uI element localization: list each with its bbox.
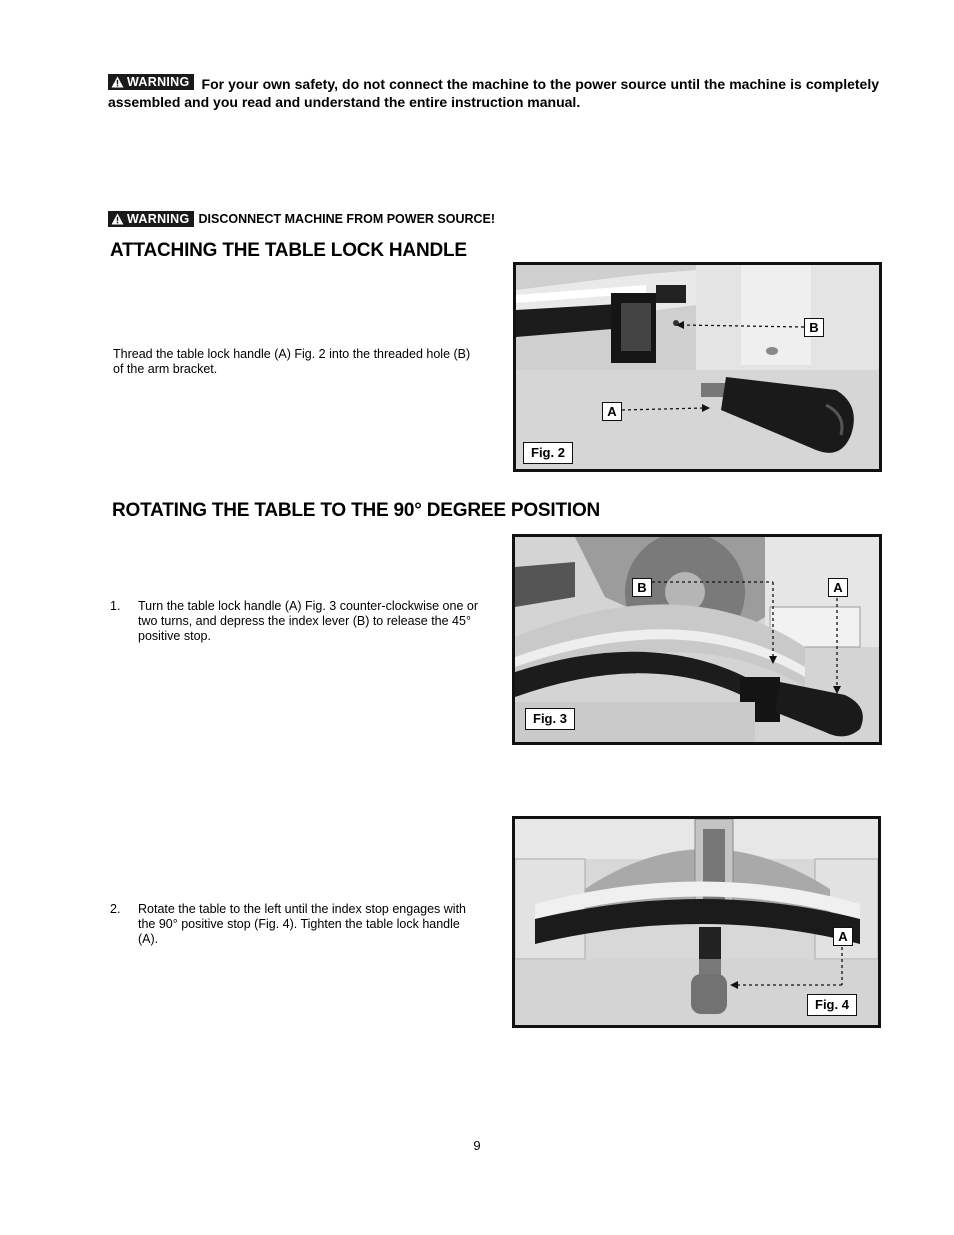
safety-warning-text: For your own safety, do not connect the machine to the power source until the machine is completely assembled and you read and understand the entire instruction manual. — [108, 76, 879, 110]
figure-2 — [513, 262, 882, 472]
section-heading-rotating-table: ROTATING THE TABLE TO THE 90° DEGREE POSITION — [112, 500, 601, 521]
disconnect-warning — [108, 211, 495, 227]
step-2 — [110, 902, 478, 947]
step-1 — [110, 599, 478, 644]
figure-4-label-a: A — [833, 927, 853, 946]
figure-3-label-b: B — [632, 578, 652, 597]
warning-badge — [108, 74, 194, 90]
safety-warning-paragraph — [108, 74, 879, 111]
figure-2-caption: Fig. 2 — [523, 442, 573, 464]
step-1-text: Turn the table lock handle (A) Fig. 3 counter-clockwise one or two turns, and depress the index lever (B) to release the 45° positive stop. — [138, 599, 478, 643]
figure-4-leader-lines — [515, 819, 878, 1025]
section1-instruction-text: Thread the table lock handle (A) Fig. 2 into the threaded hole (B) of the arm bracket. — [113, 347, 471, 376]
warning-triangle-icon — [111, 76, 124, 88]
step-2-text: Rotate the table to the left until the index stop engages with the 90° positive stop (Fig. 4). Tighten the table lock handle (A). — [138, 902, 466, 946]
figure-4-caption: Fig. 4 — [807, 994, 857, 1016]
figure-3-label-a: A — [828, 578, 848, 597]
figure-3-caption: Fig. 3 — [525, 708, 575, 730]
page-number: 9 — [473, 1138, 481, 1153]
figure-3-leader-lines — [515, 537, 879, 742]
section-heading-table-lock-handle: ATTACHING THE TABLE LOCK HANDLE — [110, 240, 467, 261]
figure-2-label-a: A — [602, 402, 622, 421]
figure-3 — [512, 534, 882, 745]
warning-badge-2 — [108, 211, 194, 227]
disconnect-warning-text: DISCONNECT MACHINE FROM POWER SOURCE! — [198, 212, 496, 226]
warning-badge-label: WARNING — [127, 75, 190, 89]
warning-badge-label: WARNING — [127, 212, 190, 226]
figure-2-leader-lines — [516, 265, 879, 469]
figure-2-label-b: B — [804, 318, 824, 337]
step-2-number: 2. — [110, 902, 121, 916]
warning-triangle-icon — [111, 213, 124, 225]
figure-4 — [512, 816, 881, 1028]
step-1-number: 1. — [110, 599, 121, 613]
